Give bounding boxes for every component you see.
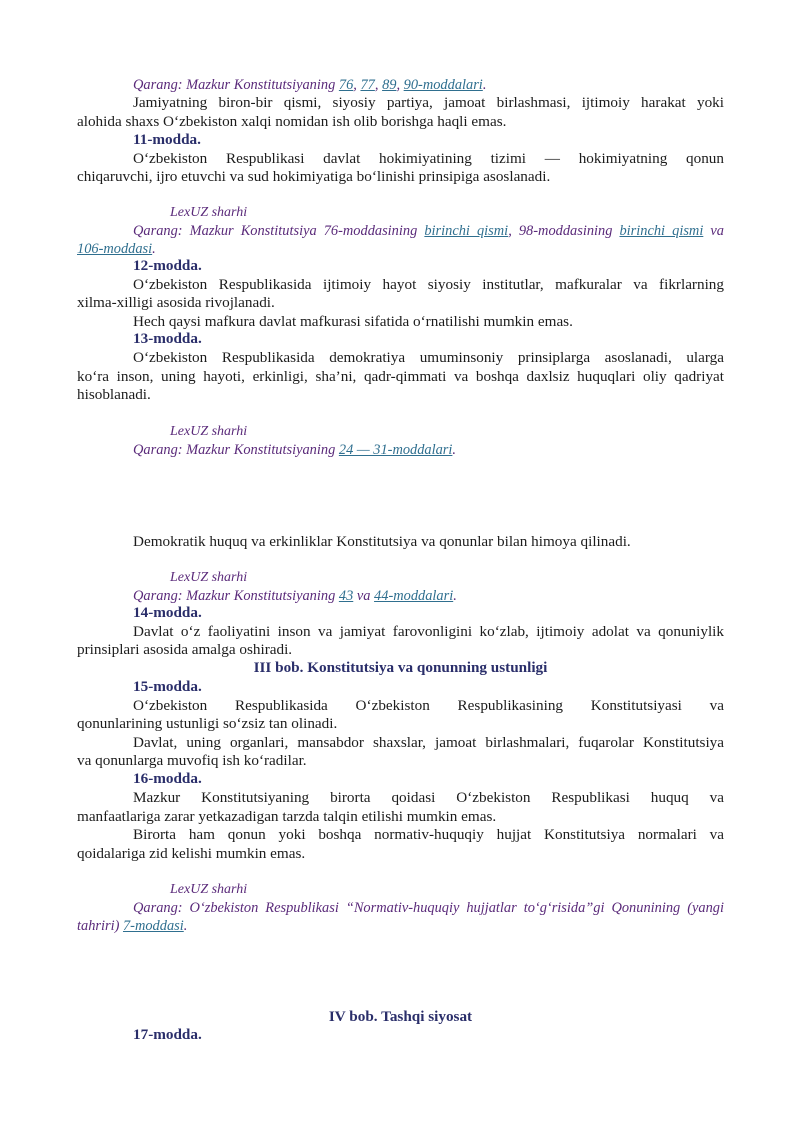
reference-note [133, 76, 724, 94]
article-link[interactable]: 76 [338, 77, 354, 93]
paragraph-line: manfaatlariga zarar yetkazadigan tarzda talqin etilishi mumkin emas. [77, 808, 497, 825]
article-heading: 12-modda. [133, 257, 202, 274]
note-text: . [452, 442, 457, 458]
paragraph-line: chiqaruvchi, ijro etuvchi va sud hokimiyatiga bo‘linishi prinsipiga asoslanadi. [77, 168, 551, 185]
note-text: Qarang: Mazkur Konstitutsiya 76-moddasining [133, 223, 425, 239]
paragraph-line: ko‘ra inson, uning hayoti, erkinligi, sha’ni, qadr-qimmati va boshqa daxlsiz huquqlari oliy qadriyat [77, 368, 724, 385]
note-text: , [353, 77, 361, 93]
article-link[interactable]: 43 [338, 588, 354, 604]
article-link[interactable]: 89 [382, 77, 397, 93]
note-text: , [374, 77, 383, 93]
paragraph-line: qoidalariga zid kelishi mumkin emas. [77, 845, 306, 862]
article-heading: 15-modda. [133, 678, 202, 695]
article-link[interactable]: 7-moddasi [122, 918, 184, 934]
lexuz-commentary-label: LexUZ sharhi [170, 570, 248, 585]
note-text: Qarang: Mazkur Konstitutsiyaning [133, 588, 339, 604]
paragraph-line: O‘zbekiston Respublikasida demokratiya umuminsoniy prinsiplarga asoslanadi, ularga [133, 349, 724, 366]
paragraph-line: Jamiyatning biron-bir qismi, siyosiy partiya, jamoat birlashmasi, ijtimoiy harakat yoki [133, 94, 724, 111]
note-text: . [482, 77, 487, 93]
reference-note [133, 222, 724, 240]
reference-note [133, 441, 724, 459]
note-text: tahriri) [77, 918, 123, 934]
lexuz-commentary-label: LexUZ sharhi [170, 882, 248, 897]
note-text: , 98-moddasining [508, 223, 620, 239]
paragraph-line: va qonunlarga muvofiq ish ko‘radilar. [77, 752, 307, 769]
article-heading: 11-modda. [133, 131, 201, 148]
note-text: va [703, 223, 724, 239]
paragraph-line: alohida shaxs O‘zbekiston xalqi nomidan ish olib borishga haqli emas. [77, 113, 507, 130]
article-link[interactable]: 44-moddalari [374, 588, 454, 604]
lexuz-commentary-label: LexUZ sharhi [170, 205, 248, 220]
paragraph-line: O‘zbekiston Respublikasi davlat hokimiyatining tizimi — hokimiyatning qonun [133, 150, 724, 167]
paragraph-line: Mazkur Konstitutsiyaning birorta qoidasi O‘zbekiston Respublikasi huquq va [133, 789, 724, 806]
article-heading: 16-modda. [133, 770, 202, 787]
article-heading: 13-modda. [133, 330, 202, 347]
article-link[interactable]: 106-moddasi [77, 241, 153, 257]
reference-note: Qarang: O‘zbekiston Respublikasi “Normativ-huquqiy hujjatlar to‘g‘risida”gi Qonunining (yangi [133, 900, 724, 916]
chapter-title: III bob. Konstitutsiya va qonunning ustunligi [253, 659, 548, 676]
article-link[interactable]: 90-moddalari [403, 77, 483, 93]
paragraph-line: xilma-xilligi asosida rivojlanadi. [77, 294, 275, 311]
reference-note [77, 917, 724, 935]
article-link[interactable]: birinchi qismi [619, 223, 704, 239]
paragraph-line: O‘zbekiston Respublikasida O‘zbekiston Respublikasining Konstitutsiyasi va [133, 697, 724, 714]
paragraph-line: qonunlarining ustunligi so‘zsiz tan olinadi. [77, 715, 338, 732]
paragraph-line: Hech qaysi mafkura davlat mafkurasi sifatida o‘rnatilishi mumkin emas. [133, 313, 573, 330]
paragraph-line: Birorta ham qonun yoki boshqa normativ-huquqiy hujjat Konstitutsiya normalari va [133, 826, 724, 843]
reference-note [77, 240, 724, 258]
lexuz-commentary-label: LexUZ sharhi [170, 424, 248, 439]
note-text: Qarang: Mazkur Konstitutsiyaning [133, 442, 339, 458]
note-text: Qarang: Mazkur Konstitutsiyaning [133, 77, 339, 93]
article-link[interactable]: 77 [360, 77, 375, 93]
chapter-title: IV bob. Tashqi siyosat [328, 1008, 473, 1025]
note-text: . [152, 241, 156, 257]
paragraph-line: Davlat, uning organlari, mansabdor shaxslar, jamoat birlashmalari, fuqarolar Konstitutsiya [133, 734, 724, 751]
article-heading: 17-modda. [133, 1026, 202, 1043]
reference-note [133, 587, 724, 605]
article-link[interactable]: birinchi qismi [424, 223, 509, 239]
paragraph-line: hisoblanadi. [77, 386, 151, 403]
paragraph-line: Demokratik huquq va erkinliklar Konstitutsiya va qonunlar bilan himoya qilinadi. [133, 533, 631, 550]
article-link[interactable]: 24 — 31-moddalari [338, 442, 453, 458]
paragraph-line: prinsiplari asosida amalga oshiradi. [77, 641, 293, 658]
note-text: . [453, 588, 457, 604]
paragraph-line: O‘zbekiston Respublikasida ijtimoiy hayot siyosiy institutlar, mafkuralar va fikrlarning [133, 276, 724, 293]
note-text: . [183, 918, 188, 934]
note-text: , [396, 77, 404, 93]
note-text: va [353, 588, 375, 604]
article-heading: 14-modda. [133, 604, 202, 621]
paragraph-line: Davlat o‘z faoliyatini inson va jamiyat farovonligini ko‘zlab, ijtimoiy adolat va qonuniylik [133, 623, 724, 640]
